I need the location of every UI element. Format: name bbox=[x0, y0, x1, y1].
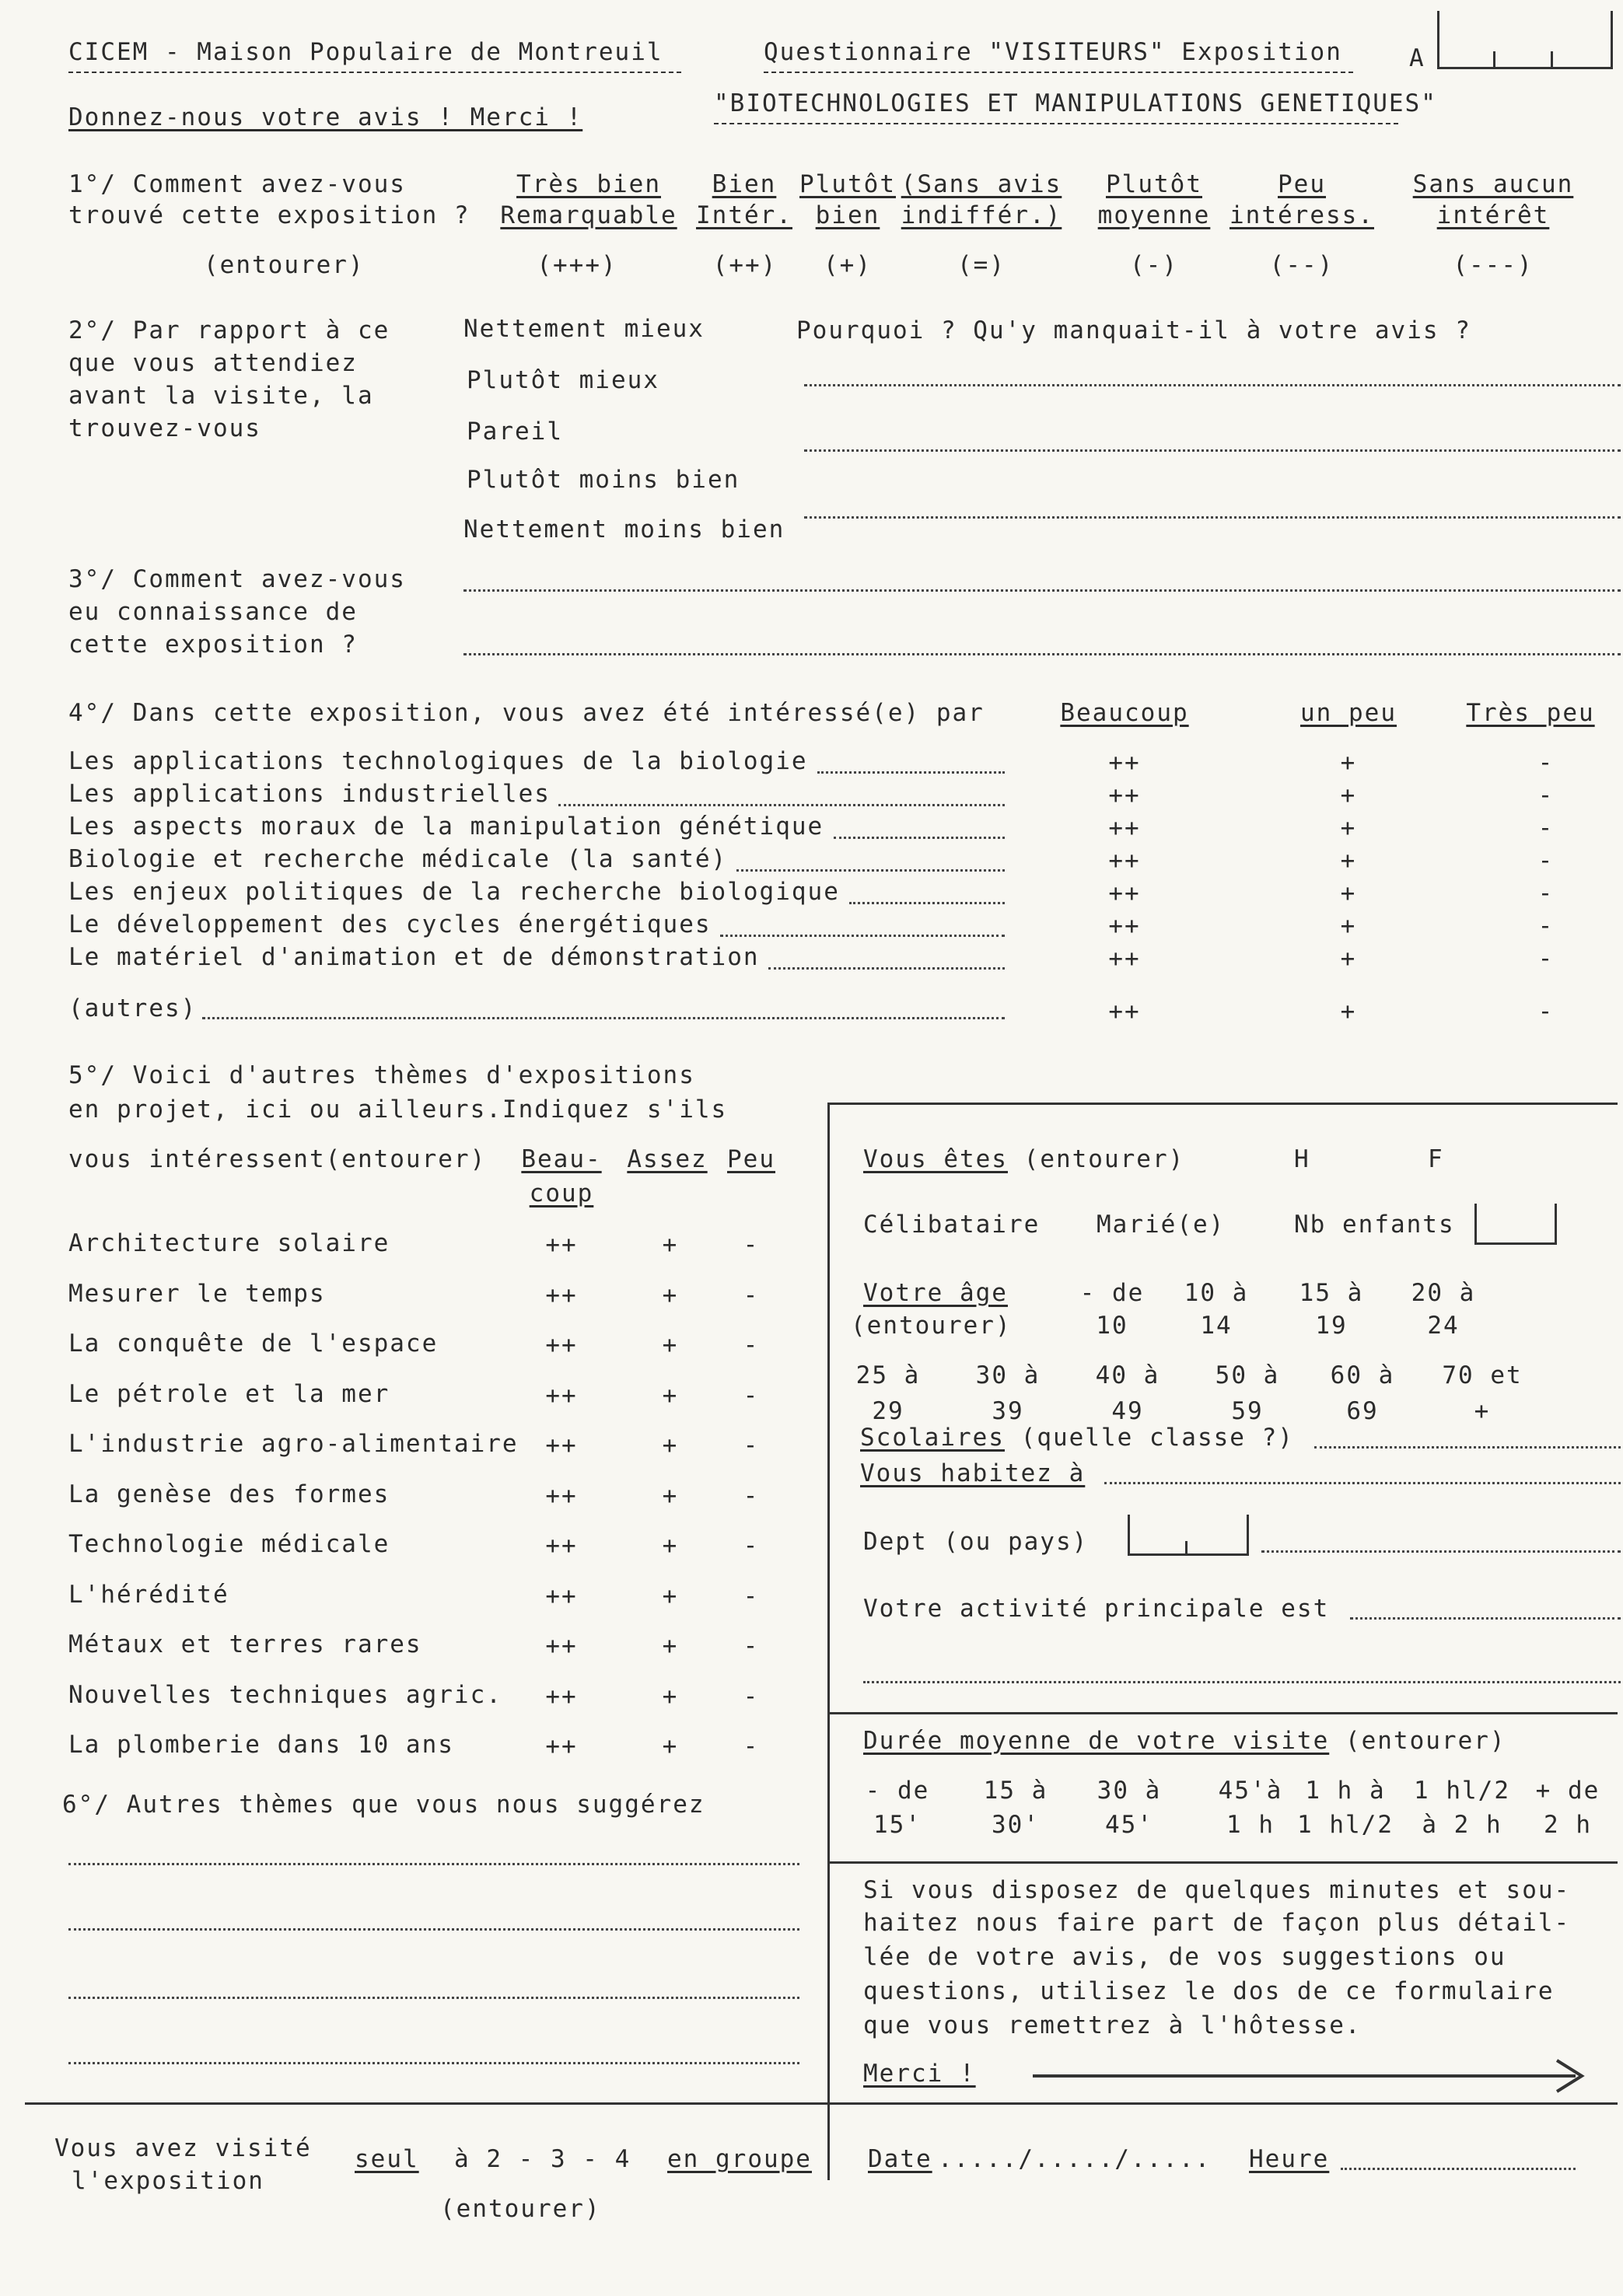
q5-theme-label: La plomberie dans 10 ans bbox=[68, 1731, 454, 1759]
age-option[interactable]: 60 à bbox=[1330, 1361, 1395, 1389]
q4-item-label: Les enjeux politiques de la recherche biologique bbox=[68, 878, 840, 906]
q2-option-much-better[interactable]: Nettement mieux bbox=[463, 315, 705, 343]
age-option-end: 24 bbox=[1427, 1312, 1460, 1340]
duration-option[interactable]: 45'à bbox=[1218, 1777, 1283, 1805]
q4-mark-little[interactable]: - bbox=[1537, 814, 1555, 842]
q6-answer-line[interactable] bbox=[68, 1928, 799, 1931]
q1-option-rather-good[interactable]: (+) bbox=[824, 251, 872, 279]
q4-mark-little[interactable]: - bbox=[1537, 781, 1555, 809]
age-entourer: (entourer) bbox=[851, 1312, 1012, 1340]
age-option[interactable]: 70 et bbox=[1442, 1361, 1523, 1389]
age-option-end: 19 bbox=[1315, 1312, 1348, 1340]
q4-mark-little[interactable]: - bbox=[1537, 998, 1555, 1026]
q5-mark-much[interactable]: ++ bbox=[545, 1382, 578, 1410]
q1-scale-top: Peu bbox=[1278, 170, 1326, 198]
q5-mark-enough[interactable]: + bbox=[662, 1582, 679, 1610]
exhibition-title: "BIOTECHNOLOGIES ET MANIPULATIONS GENETIQUES" bbox=[714, 89, 1437, 117]
q3-question-line1: 3°/ Comment avez-vous bbox=[68, 565, 406, 593]
q5-mark-much[interactable]: ++ bbox=[545, 1532, 578, 1560]
q5-mark-much[interactable]: ++ bbox=[545, 1331, 578, 1359]
duration-option-end: 15' bbox=[873, 1811, 922, 1839]
q5-mark-much[interactable]: ++ bbox=[545, 1683, 578, 1711]
q4-mark-some[interactable]: + bbox=[1340, 781, 1357, 809]
q4-other-line[interactable] bbox=[202, 1017, 1005, 1019]
duration-option-end: 30' bbox=[992, 1811, 1040, 1839]
q5-mark-little[interactable]: - bbox=[743, 1482, 760, 1510]
q2-option-same[interactable]: Pareil bbox=[467, 418, 563, 446]
duration-option[interactable]: 15 à bbox=[983, 1777, 1048, 1805]
q5-mark-enough[interactable]: + bbox=[662, 1431, 679, 1459]
q1-scale-bottom: moyenne bbox=[1097, 201, 1211, 229]
scolaires-suffix: (quelle classe ?) bbox=[1020, 1424, 1294, 1452]
q5-mark-enough[interactable]: + bbox=[662, 1732, 679, 1760]
q5-mark-little[interactable]: - bbox=[743, 1532, 760, 1560]
q5-mark-little[interactable]: - bbox=[743, 1431, 760, 1459]
duration-option-end: 1 hl/2 bbox=[1297, 1811, 1394, 1839]
q5-mark-much[interactable]: ++ bbox=[545, 1632, 578, 1660]
age-option[interactable]: 20 à bbox=[1411, 1279, 1476, 1307]
q5-mark-enough[interactable]: + bbox=[662, 1231, 679, 1259]
header-tagline: Donnez-nous votre avis ! Merci ! bbox=[68, 103, 583, 131]
footer-option-alone[interactable]: seul bbox=[355, 2145, 419, 2173]
q5-header-much-2: coup bbox=[529, 1179, 594, 1207]
q4-item-label: Les applications industrielles bbox=[68, 780, 551, 808]
q5-mark-much[interactable]: ++ bbox=[545, 1732, 578, 1760]
q5-mark-enough[interactable]: + bbox=[662, 1331, 679, 1359]
header-questionnaire: Questionnaire "VISITEURS" Exposition bbox=[764, 38, 1342, 66]
q1-option-average[interactable]: (-) bbox=[1130, 251, 1178, 279]
q5-mark-little[interactable]: - bbox=[743, 1632, 760, 1660]
q3-question-line3: cette exposition ? bbox=[68, 631, 358, 659]
q4-mark-much[interactable]: ++ bbox=[1108, 998, 1141, 1026]
q5-mark-little[interactable]: - bbox=[743, 1281, 760, 1309]
q4-question: 4°/ Dans cette exposition, vous avez été intéressé(e) par bbox=[68, 699, 985, 727]
q4-mark-much[interactable]: ++ bbox=[1108, 749, 1141, 777]
duration-option-end: 45' bbox=[1105, 1811, 1153, 1839]
age-option-end: + bbox=[1474, 1397, 1491, 1425]
q5-mark-much[interactable]: ++ bbox=[545, 1582, 578, 1610]
footer-entourer: (entourer) bbox=[440, 2195, 601, 2223]
q4-header-some: un peu bbox=[1300, 699, 1397, 727]
duration-option[interactable]: + de bbox=[1535, 1777, 1600, 1805]
q4-item-label: Les aspects moraux de la manipulation génétique bbox=[68, 813, 824, 840]
q4-mark-some[interactable]: + bbox=[1340, 749, 1357, 777]
q1-question-line2: trouvé cette exposition ? bbox=[68, 201, 470, 229]
q1-scale-bottom: Remarquable bbox=[500, 201, 677, 229]
status-married[interactable]: Marié(e) bbox=[1097, 1211, 1226, 1239]
q2-why-line[interactable] bbox=[804, 384, 1621, 386]
q5-theme-label: Technologie médicale bbox=[68, 1530, 390, 1558]
q4-mark-little[interactable]: - bbox=[1537, 912, 1555, 940]
q3-question-line2: eu connaissance de bbox=[68, 598, 358, 626]
q4-mark-much[interactable]: ++ bbox=[1108, 847, 1141, 875]
duration-option[interactable]: 1 h à bbox=[1305, 1777, 1386, 1805]
sex-h[interactable]: H bbox=[1294, 1145, 1310, 1173]
scolaires-label: Scolaires bbox=[860, 1424, 1005, 1452]
q1-scale-top: (Sans avis bbox=[901, 170, 1062, 198]
q4-item-leader bbox=[720, 935, 1005, 937]
q1-scale-top: Très bien bbox=[516, 170, 661, 198]
duration-option-end: 2 h bbox=[1544, 1811, 1592, 1839]
habitez-label: Vous habitez à bbox=[860, 1459, 1086, 1487]
q5-mark-enough[interactable]: + bbox=[662, 1683, 679, 1711]
q1-scale-bottom: intérêt bbox=[1436, 201, 1550, 229]
q4-mark-little[interactable]: - bbox=[1537, 847, 1555, 875]
age-option-end: 49 bbox=[1111, 1397, 1144, 1425]
q5-theme-label: La conquête de l'espace bbox=[68, 1330, 439, 1358]
q6-question: 6°/ Autres thèmes que vous nous suggérez bbox=[62, 1791, 705, 1819]
q4-mark-much[interactable]: ++ bbox=[1108, 945, 1141, 973]
q4-mark-some[interactable]: + bbox=[1340, 998, 1357, 1026]
age-option[interactable]: 10 à bbox=[1184, 1279, 1249, 1307]
q5-mark-little[interactable]: - bbox=[743, 1683, 760, 1711]
q5-theme-label: Architecture solaire bbox=[68, 1229, 390, 1257]
q5-header-little: Peu bbox=[727, 1145, 775, 1173]
q1-option-no-interest[interactable]: (---) bbox=[1453, 251, 1534, 279]
q5-theme-label: Métaux et terres rares bbox=[68, 1630, 422, 1658]
age-option-end: 29 bbox=[872, 1397, 904, 1425]
duration-option-end: à 2 h bbox=[1422, 1811, 1502, 1839]
q2-question-line4: trouvez-vous bbox=[68, 414, 261, 442]
heure-field[interactable] bbox=[1341, 2168, 1576, 2170]
q4-other-label: (autres) bbox=[68, 994, 198, 1022]
comments-line: questions, utilisez le dos de ce formulaire bbox=[863, 1977, 1555, 2005]
q6-answer-line[interactable] bbox=[68, 1997, 799, 1999]
q4-header-much: Beaucoup bbox=[1060, 699, 1189, 727]
duration-option[interactable]: 1 hl/2 bbox=[1414, 1777, 1510, 1805]
duration-option[interactable]: - de bbox=[865, 1777, 930, 1805]
sex-f[interactable]: F bbox=[1428, 1145, 1444, 1173]
activite-line-2[interactable] bbox=[863, 1681, 1621, 1683]
scolaires-line[interactable] bbox=[1314, 1446, 1621, 1449]
age-option-end: 59 bbox=[1231, 1397, 1264, 1425]
q5-theme-label: L'industrie agro-alimentaire bbox=[68, 1430, 519, 1458]
q5-mark-much[interactable]: ++ bbox=[545, 1431, 578, 1459]
q5-mark-much[interactable]: ++ bbox=[545, 1482, 578, 1510]
footer-visited-line2: l'exposition bbox=[72, 2167, 264, 2195]
q4-mark-little[interactable]: - bbox=[1537, 879, 1555, 907]
q5-mark-enough[interactable]: + bbox=[662, 1281, 679, 1309]
q5-mark-little[interactable]: - bbox=[743, 1582, 760, 1610]
q2-question-line1: 2°/ Par rapport à ce bbox=[68, 316, 390, 344]
q5-mark-little[interactable]: - bbox=[743, 1732, 760, 1760]
q4-item-leader bbox=[834, 837, 1005, 839]
q1-option-very-good[interactable]: (+++) bbox=[537, 251, 617, 279]
q1-instruction: (entourer) bbox=[204, 251, 365, 279]
q4-item-label: Le développement des cycles énergétiques bbox=[68, 910, 712, 938]
comments-line: Si vous disposez de quelques minutes et sou- bbox=[863, 1876, 1571, 1904]
q1-scale-bottom: bien bbox=[815, 201, 880, 229]
footer-option-small-group[interactable]: à 2 - 3 - 4 bbox=[454, 2145, 631, 2173]
q5-theme-label: Nouvelles techniques agric. bbox=[68, 1681, 502, 1709]
q5-mark-little[interactable]: - bbox=[743, 1231, 760, 1259]
habitez-line[interactable] bbox=[1104, 1482, 1621, 1484]
q4-header-little: Très peu bbox=[1466, 699, 1595, 727]
q2-option-much-worse[interactable]: Nettement moins bien bbox=[463, 515, 785, 543]
comments-line: que vous remettrez à l'hôtesse. bbox=[863, 2011, 1362, 2039]
q4-mark-much[interactable]: ++ bbox=[1108, 814, 1141, 842]
q5-theme-label: Mesurer le temps bbox=[68, 1280, 326, 1308]
q4-item-label: Le matériel d'animation et de démonstration bbox=[68, 943, 760, 971]
q5-theme-label: Le pétrole et la mer bbox=[68, 1380, 390, 1408]
q1-option-neutral[interactable]: (=) bbox=[957, 251, 1006, 279]
header-org: CICEM - Maison Populaire de Montreuil bbox=[68, 38, 663, 66]
q2-why-line[interactable] bbox=[804, 449, 1621, 452]
q5-question-line1: 5°/ Voici d'autres thèmes d'expositions bbox=[68, 1061, 695, 1089]
q5-mark-little[interactable]: - bbox=[743, 1382, 760, 1410]
q4-mark-some[interactable]: + bbox=[1340, 814, 1357, 842]
activite-line[interactable] bbox=[1350, 1617, 1621, 1620]
q1-scale-top: Sans aucun bbox=[1412, 170, 1574, 198]
q4-item-leader bbox=[736, 869, 1005, 872]
code-box[interactable] bbox=[1437, 11, 1613, 69]
q3-answer-line[interactable] bbox=[463, 589, 1621, 592]
dept-box[interactable] bbox=[1128, 1515, 1249, 1556]
q2-option-better[interactable]: Plutôt mieux bbox=[467, 366, 659, 394]
q1-option-little-interest[interactable]: (--) bbox=[1269, 251, 1334, 279]
q5-mark-enough[interactable]: + bbox=[662, 1632, 679, 1660]
q3-answer-line[interactable] bbox=[463, 653, 1621, 655]
q4-mark-little[interactable]: - bbox=[1537, 945, 1555, 973]
dept-line[interactable] bbox=[1261, 1550, 1621, 1553]
duration-option[interactable]: 30 à bbox=[1097, 1777, 1162, 1805]
age-option[interactable]: - de bbox=[1079, 1279, 1145, 1307]
dept-label: Dept (ou pays) bbox=[863, 1528, 1089, 1556]
age-option[interactable]: 30 à bbox=[975, 1361, 1041, 1389]
age-option-end: 10 bbox=[1096, 1312, 1128, 1340]
q4-mark-some[interactable]: + bbox=[1340, 912, 1357, 940]
q2-question-line2: que vous attendiez bbox=[68, 349, 358, 377]
duration-option-end: 1 h bbox=[1226, 1811, 1275, 1839]
q2-option-worse[interactable]: Plutôt moins bien bbox=[467, 466, 740, 494]
q4-mark-some[interactable]: + bbox=[1340, 945, 1357, 973]
q6-answer-line[interactable] bbox=[68, 2062, 799, 2064]
duration-label: Durée moyenne de votre visite bbox=[863, 1727, 1330, 1755]
q2-why-line[interactable] bbox=[804, 516, 1621, 519]
q2-question-line3: avant la visite, la bbox=[68, 382, 374, 410]
q4-mark-some[interactable]: + bbox=[1340, 847, 1357, 875]
q5-theme-label: La genèse des formes bbox=[68, 1480, 390, 1508]
q5-mark-enough[interactable]: + bbox=[662, 1532, 679, 1560]
age-option-end: 39 bbox=[992, 1397, 1024, 1425]
q5-mark-little[interactable]: - bbox=[743, 1331, 760, 1359]
q1-option-good[interactable]: (++) bbox=[712, 251, 778, 279]
q1-question-line1: 1°/ Comment avez-vous bbox=[68, 170, 406, 198]
profile-vous-etes: Vous êtes bbox=[863, 1145, 1008, 1173]
q4-mark-much[interactable]: ++ bbox=[1108, 879, 1141, 907]
q6-answer-line[interactable] bbox=[68, 1863, 799, 1865]
date-field[interactable]: ...../...../..... bbox=[938, 2145, 1212, 2173]
age-option[interactable]: 50 à bbox=[1215, 1361, 1280, 1389]
footer-option-group[interactable]: en groupe bbox=[667, 2145, 812, 2173]
q1-scale-bottom: intéress. bbox=[1229, 201, 1374, 229]
q4-item-leader bbox=[849, 902, 1005, 904]
q1-scale-top: Bien bbox=[712, 170, 777, 198]
age-label: Votre âge bbox=[863, 1279, 1008, 1307]
q2-why-label: Pourquoi ? Qu'y manquait-il à votre avis ? bbox=[796, 316, 1471, 344]
q4-item-leader bbox=[817, 771, 1005, 774]
comments-line: haitez nous faire part de façon plus détail- bbox=[863, 1909, 1571, 1937]
q1-scale-top: Plutôt bbox=[1106, 170, 1202, 198]
children-box[interactable] bbox=[1474, 1204, 1557, 1245]
q1-scale-bottom: indiffér.) bbox=[901, 201, 1062, 229]
heure-label: Heure bbox=[1249, 2145, 1330, 2173]
q4-item-leader bbox=[768, 967, 1005, 970]
age-option-end: 14 bbox=[1200, 1312, 1233, 1340]
q4-mark-some[interactable]: + bbox=[1340, 879, 1357, 907]
comments-line: lée de votre avis, de vos suggestions ou bbox=[863, 1943, 1506, 1971]
q4-mark-much[interactable]: ++ bbox=[1108, 912, 1141, 940]
q4-item-leader bbox=[558, 804, 1005, 806]
children-label: Nb enfants bbox=[1294, 1211, 1455, 1239]
q5-mark-enough[interactable]: + bbox=[662, 1482, 679, 1510]
q1-scale-top: Plutôt bbox=[799, 170, 896, 198]
age-option-end: 69 bbox=[1346, 1397, 1379, 1425]
q4-item-label: Biologie et recherche médicale (la santé) bbox=[68, 845, 728, 873]
q5-mark-much[interactable]: ++ bbox=[545, 1231, 578, 1259]
q5-header-enough: Assez bbox=[627, 1145, 708, 1173]
q5-question-line2: en projet, ici ou ailleurs.Indiquez s'ils bbox=[68, 1096, 728, 1124]
q5-mark-much[interactable]: ++ bbox=[545, 1281, 578, 1309]
age-option[interactable]: 40 à bbox=[1095, 1361, 1160, 1389]
q5-question-line3: vous intéressent(entourer) bbox=[68, 1145, 487, 1173]
q5-header-much: Beau- bbox=[521, 1145, 602, 1173]
date-label: Date bbox=[868, 2145, 932, 2173]
merci-label: Merci ! bbox=[863, 2060, 976, 2088]
profile-entourer: (entourer) bbox=[1023, 1145, 1185, 1173]
q1-scale-bottom: Intér. bbox=[696, 201, 792, 229]
activite-label: Votre activité principale est bbox=[863, 1595, 1330, 1623]
age-option[interactable]: 25 à bbox=[855, 1361, 921, 1389]
code-prefix: A bbox=[1409, 44, 1425, 72]
q5-theme-label: L'hérédité bbox=[68, 1581, 229, 1609]
q4-item-label: Les applications technologiques de la biologie bbox=[68, 747, 808, 775]
arrow-right-icon bbox=[1031, 2056, 1591, 2095]
q4-mark-little[interactable]: - bbox=[1537, 749, 1555, 777]
q4-mark-much[interactable]: ++ bbox=[1108, 781, 1141, 809]
duration-entourer: (entourer) bbox=[1345, 1727, 1506, 1755]
age-option[interactable]: 15 à bbox=[1299, 1279, 1364, 1307]
status-single[interactable]: Célibataire bbox=[863, 1211, 1041, 1239]
q5-mark-enough[interactable]: + bbox=[662, 1382, 679, 1410]
footer-visited-line1: Vous avez visité bbox=[54, 2134, 312, 2162]
